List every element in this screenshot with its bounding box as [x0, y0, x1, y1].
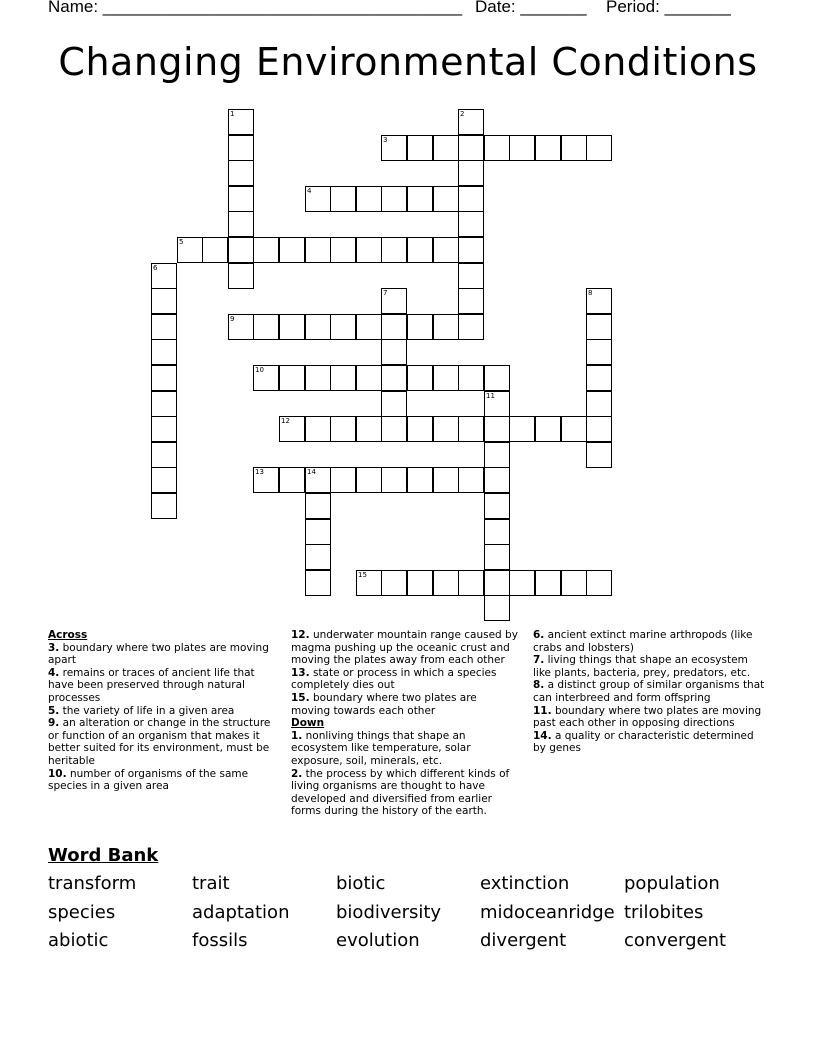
clue-number-label: 12. — [291, 629, 310, 641]
crossword-cell[interactable] — [330, 237, 356, 263]
word-bank-word: species — [48, 902, 116, 923]
crossword-cell[interactable] — [228, 186, 254, 212]
crossword-cell[interactable] — [484, 493, 510, 519]
crossword-cell[interactable] — [305, 416, 331, 442]
crossword-cell[interactable] — [458, 211, 484, 237]
crossword-cell[interactable] — [484, 519, 510, 545]
crossword-cell[interactable] — [356, 416, 382, 442]
page-title: Changing Environmental Conditions — [58, 40, 758, 84]
clue-number: 15 — [358, 571, 367, 579]
crossword-cell[interactable] — [228, 135, 254, 161]
clue-number-label: 2. — [291, 767, 303, 780]
clue-text: boundary where two plates are moving past each other in opposing directions — [533, 704, 762, 730]
clue-text: number of organisms of the same species in a given area — [48, 767, 249, 793]
word-bank-word: population — [624, 873, 720, 894]
clue-number: 1 — [230, 110, 235, 118]
crossword-cell[interactable] — [407, 365, 433, 391]
crossword-cell[interactable] — [356, 467, 382, 493]
crossword-cell[interactable] — [458, 467, 484, 493]
crossword-cell[interactable] — [586, 365, 612, 391]
clue-item — [533, 654, 769, 679]
clue-number-label: 14. — [533, 729, 552, 742]
crossword-cell[interactable] — [151, 442, 177, 468]
crossword-cell[interactable] — [407, 467, 433, 493]
crossword-cell[interactable] — [202, 237, 228, 263]
word-bank-word: transform — [48, 873, 137, 894]
clue-item — [533, 629, 769, 654]
crossword-cell[interactable] — [381, 314, 407, 340]
clue-text: underwater mountain range caused by magma pushing up the oceanic crust and moving the plates away from each other — [291, 629, 518, 667]
crossword-cell[interactable] — [228, 109, 254, 135]
crossword-cell[interactable] — [433, 416, 459, 442]
crossword-cell[interactable] — [381, 288, 407, 314]
crossword-cell[interactable] — [151, 314, 177, 340]
clue-number: 4 — [307, 187, 312, 195]
crossword-cell[interactable] — [151, 493, 177, 519]
clue-item — [48, 717, 276, 767]
crossword-cell[interactable] — [330, 416, 356, 442]
crossword-cell[interactable] — [381, 416, 407, 442]
crossword-cell[interactable] — [279, 365, 305, 391]
crossword-cell[interactable] — [356, 570, 382, 596]
crossword-cell[interactable] — [305, 570, 331, 596]
clue-number-label: 8. — [533, 679, 545, 692]
crossword-cell[interactable] — [458, 263, 484, 289]
crossword-cell[interactable] — [458, 109, 484, 135]
clue-item — [291, 768, 519, 818]
clues-column-1 — [48, 629, 276, 793]
clue-item — [533, 730, 769, 755]
clue-number: 12 — [281, 417, 290, 425]
crossword-cell[interactable] — [433, 365, 459, 391]
crossword-cell[interactable] — [151, 263, 177, 289]
crossword-cell[interactable] — [484, 442, 510, 468]
crossword-cell[interactable] — [407, 186, 433, 212]
crossword-cell[interactable] — [509, 570, 535, 596]
crossword-cell[interactable] — [330, 186, 356, 212]
crossword-cell[interactable] — [305, 544, 331, 570]
clue-number-label: 7. — [533, 654, 545, 667]
crossword-cell[interactable] — [509, 135, 535, 161]
crossword-cell[interactable] — [561, 570, 587, 596]
clue-text: an alteration or change in the structure or function of an organism that makes it better suited for its environment, must be heritable — [48, 717, 271, 767]
crossword-cell[interactable] — [305, 186, 331, 212]
word-bank-word: adaptation — [192, 902, 290, 923]
word-bank-word: evolution — [336, 930, 420, 951]
clues-column-3 — [533, 629, 769, 755]
clue-number-label: 6. — [533, 629, 545, 641]
crossword-cell[interactable] — [458, 237, 484, 263]
clue-item — [48, 768, 276, 793]
clue-text: boundary where two plates are moving apart — [48, 641, 269, 667]
crossword-cell[interactable] — [228, 211, 254, 237]
crossword-cell[interactable] — [407, 135, 433, 161]
crossword-cell[interactable] — [151, 416, 177, 442]
crossword-cell[interactable] — [535, 570, 561, 596]
clue-item — [48, 642, 276, 667]
crossword-cell[interactable] — [228, 263, 254, 289]
clue-number: 9 — [230, 315, 235, 323]
crossword-cell[interactable] — [586, 416, 612, 442]
crossword-cell[interactable] — [381, 467, 407, 493]
crossword-cell[interactable] — [356, 237, 382, 263]
crossword-cell[interactable] — [484, 570, 510, 596]
crossword-cell[interactable] — [381, 339, 407, 365]
clue-item — [291, 667, 519, 692]
crossword-cell[interactable] — [177, 237, 203, 263]
crossword-cell[interactable] — [305, 519, 331, 545]
clue-text: nonliving things that shape an ecosystem like temperature, solar exposure, soil, minerals, etc. — [291, 729, 471, 767]
clue-number: 2 — [460, 110, 465, 118]
crossword-cell[interactable] — [433, 314, 459, 340]
word-bank-word: divergent — [480, 930, 567, 951]
crossword-cell[interactable] — [279, 467, 305, 493]
clue-item — [291, 730, 519, 768]
crossword-cell[interactable] — [253, 467, 279, 493]
crossword-cell[interactable] — [484, 135, 510, 161]
crossword-cell[interactable] — [433, 135, 459, 161]
crossword-cell[interactable] — [407, 570, 433, 596]
crossword-cell[interactable] — [228, 237, 254, 263]
crossword-cell[interactable] — [433, 570, 459, 596]
clue-text: remains or traces of ancient life that have been preserved through natural processes — [48, 666, 255, 704]
crossword-cell[interactable] — [458, 365, 484, 391]
word-bank-word: midoceanridge — [480, 902, 615, 923]
crossword-cell[interactable] — [253, 237, 279, 263]
clue-number-label: 15. — [291, 691, 310, 704]
crossword-cell[interactable] — [151, 391, 177, 417]
crossword-cell[interactable] — [561, 135, 587, 161]
crossword-cell[interactable] — [458, 160, 484, 186]
crossword-cell[interactable] — [356, 365, 382, 391]
crossword-cell[interactable] — [330, 365, 356, 391]
crossword-cell[interactable] — [586, 442, 612, 468]
clue-number: 5 — [179, 238, 184, 246]
crossword-cell[interactable] — [305, 365, 331, 391]
down-heading: Down — [291, 717, 325, 730]
clue-text: boundary where two plates are moving towards each other — [291, 691, 477, 717]
crossword-cell[interactable] — [279, 314, 305, 340]
clues-column-2 — [291, 629, 519, 818]
word-bank-heading: Word Bank — [48, 845, 159, 866]
clue-item — [533, 705, 769, 730]
crossword-cell[interactable] — [484, 595, 510, 621]
crossword-cell[interactable] — [330, 467, 356, 493]
clue-number: 8 — [588, 289, 593, 297]
crossword-cell[interactable] — [228, 160, 254, 186]
crossword-cell[interactable] — [586, 391, 612, 417]
clue-item — [533, 679, 769, 704]
crossword-cell[interactable] — [433, 186, 459, 212]
clue-item — [48, 705, 276, 718]
word-bank-word: trilobites — [624, 902, 704, 923]
word-bank-word: biodiversity — [336, 902, 442, 923]
crossword-cell[interactable] — [458, 314, 484, 340]
crossword-cell[interactable] — [433, 467, 459, 493]
crossword-cell[interactable] — [356, 314, 382, 340]
clue-number-label: 10. — [48, 767, 67, 780]
crossword-cell[interactable] — [381, 391, 407, 417]
crossword-cell[interactable] — [561, 416, 587, 442]
crossword-cell[interactable] — [381, 365, 407, 391]
word-bank-word: abiotic — [48, 930, 109, 951]
clue-number-label: 9. — [48, 717, 60, 730]
crossword-cell[interactable] — [433, 237, 459, 263]
crossword-cell[interactable] — [381, 237, 407, 263]
name-field-label: Name: ______________________________________ — [48, 0, 463, 16]
clue-number-label: 11. — [533, 704, 552, 717]
crossword-cell[interactable] — [484, 365, 510, 391]
clue-number-label: 5. — [48, 704, 60, 717]
clue-text: a distinct group of similar organisms that can interbreed and form offspring — [533, 679, 765, 704]
crossword-cell[interactable] — [458, 416, 484, 442]
crossword-cell[interactable] — [484, 467, 510, 493]
clue-number: 6 — [153, 264, 158, 272]
clue-item — [291, 629, 519, 667]
crossword-cell[interactable] — [407, 416, 433, 442]
crossword-cell[interactable] — [381, 135, 407, 161]
clue-number-label: 4. — [48, 666, 60, 679]
clue-text: ancient extinct marine arthropods (like crabs and lobsters) — [533, 629, 753, 654]
word-bank-word: extinction — [480, 873, 570, 894]
clue-text: the process by which different kinds of living organisms are thought to have developed and diversified from earlier forms during the history of the earth. — [291, 767, 510, 818]
crossword-cell[interactable] — [381, 570, 407, 596]
crossword-cell[interactable] — [305, 237, 331, 263]
crossword-cell[interactable] — [279, 237, 305, 263]
clue-number-label: 1. — [291, 729, 303, 742]
crossword-cell[interactable] — [586, 570, 612, 596]
crossword-cell[interactable] — [586, 314, 612, 340]
crossword-cell[interactable] — [586, 339, 612, 365]
crossword-cell[interactable] — [586, 288, 612, 314]
clue-number-label: 3. — [48, 641, 60, 654]
clue-number: 7 — [383, 289, 388, 297]
crossword-cell[interactable] — [535, 135, 561, 161]
crossword-cell[interactable] — [151, 467, 177, 493]
clue-item — [291, 692, 519, 717]
word-bank-word: biotic — [336, 873, 386, 894]
date-field-label: Date: _______ — [475, 0, 587, 16]
crossword-cell[interactable] — [305, 493, 331, 519]
crossword-cell[interactable] — [151, 365, 177, 391]
crossword-cell[interactable] — [407, 314, 433, 340]
crossword-cell[interactable] — [458, 288, 484, 314]
clue-text: a quality or characteristic determined by genes — [533, 729, 754, 755]
crossword-cell[interactable] — [305, 467, 331, 493]
crossword-cell[interactable] — [458, 186, 484, 212]
crossword-cell[interactable] — [356, 186, 382, 212]
crossword-cell[interactable] — [151, 339, 177, 365]
period-field-label: Period: _______ — [606, 0, 731, 16]
crossword-cell[interactable] — [407, 237, 433, 263]
crossword-cell[interactable] — [253, 314, 279, 340]
clue-number: 3 — [383, 136, 388, 144]
across-heading: Across — [48, 629, 88, 641]
word-bank-word: fossils — [192, 930, 248, 951]
clue-text: the variety of life in a given area — [59, 704, 235, 717]
clue-item — [48, 667, 276, 705]
crossword-cell[interactable] — [509, 416, 535, 442]
crossword-cell[interactable] — [151, 288, 177, 314]
word-bank-word: convergent — [624, 930, 727, 951]
crossword-cell[interactable] — [330, 314, 356, 340]
crossword-cell[interactable] — [484, 544, 510, 570]
clue-number: 13 — [255, 468, 264, 476]
crossword-cell[interactable] — [535, 416, 561, 442]
word-bank-word: trait — [192, 873, 230, 894]
clue-text: state or process in which a species completely dies out — [291, 666, 497, 692]
crossword-cell[interactable] — [484, 416, 510, 442]
clue-text: living things that shape an ecosystem like plants, bacteria, prey, predators, etc. — [533, 654, 751, 679]
crossword-cell[interactable] — [484, 391, 510, 417]
crossword-cell[interactable] — [458, 135, 484, 161]
crossword-cell[interactable] — [253, 365, 279, 391]
clue-number: 14 — [307, 468, 316, 476]
crossword-cell[interactable] — [279, 416, 305, 442]
clue-number: 10 — [255, 366, 264, 374]
clue-number-label: 13. — [291, 666, 310, 679]
crossword-cell[interactable] — [381, 186, 407, 212]
crossword-cell[interactable] — [586, 135, 612, 161]
crossword-cell[interactable] — [458, 570, 484, 596]
clue-number: 11 — [486, 392, 495, 400]
crossword-cell[interactable] — [305, 314, 331, 340]
crossword-cell[interactable] — [228, 314, 254, 340]
